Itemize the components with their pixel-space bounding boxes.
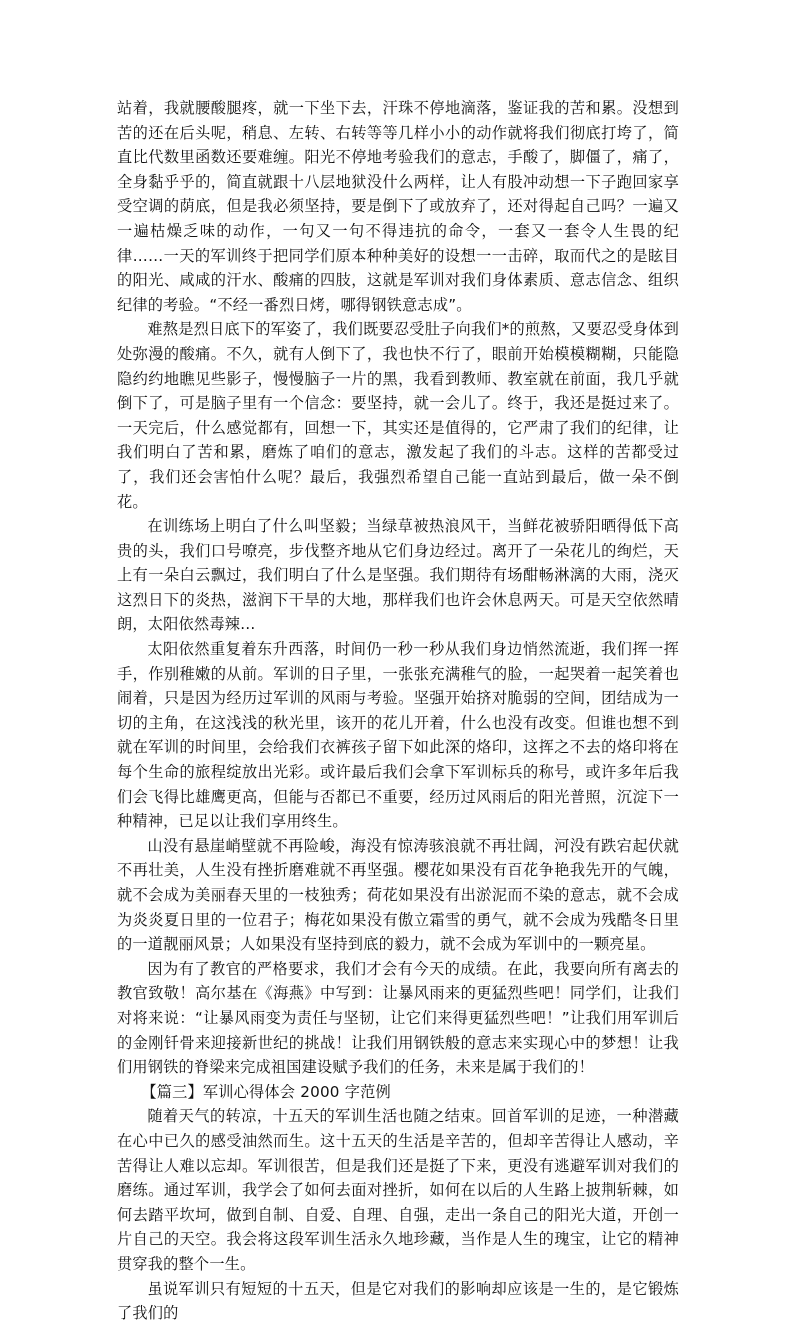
paragraph: 在训练场上明白了什么叫坚毅；当绿草被热浪风干，当鲜花被骄阳晒得低下高贵的头，我们口号嘹亮，步伐整齐地从它们身边经过。离开了一朵花儿的绚烂，天上有一朵白云飘过，我们明白了什么是坚强。我们期待有场酣畅淋漓的大雨，浇灭这烈日下的炎热，滋润下干旱的大地，那样我们也许会休息两天。可是天空依然晴朗，太阳依然毒辣… [117, 517, 679, 634]
paragraph: 因为有了教官的严格要求，我们才会有今天的成绩。在此，我要向所有离去的教官致敬！高尔基在《海燕》中写到：让暴风雨来的更猛烈些吧！同学们，让我们对将来说：“让暴风雨变为责任与坚韧，让它们来得更猛烈些吧！”让我们用军训后的金刚钎骨来迎接新世纪的挑战！让我们用钢铁般的意志来实现心中的梦想！让我们用钢铁的脊梁来完成祖国建设赋予我们的任务，未来是属于我们的！ [117, 959, 679, 1077]
paragraph: 难熬是烈日底下的军姿了，我们既要忍受肚子向我们*的煎熬，又要忍受身体到处弥漫的酸痛。不久，就有人倒下了，我也快不行了，眼前开始模模糊糊，只能隐隐约约地瞧见些影子，慢慢脑子一片的黑，我看到教师、教室就在前面，我几乎就倒下了，可是脑子里有一个信念：要坚持，就一会儿了。终于，我还是挺过来了。一天完后，什么感觉都有，回想一下，其实还是值得的，它严肃了我们的纪律，让我们明白了苦和累，磨炼了咱们的意志，激发起了我们的斗志。这样的苦都受过了，我们还会害怕什么呢？最后，我强烈希望自己能一直站到最后，做一朵不倒花。 [117, 320, 679, 511]
paragraph: 山没有悬崖峭壁就不再险峻，海没有惊涛骇浪就不再壮阔，河没有跌宕起伏就不再壮美，人生没有挫折磨难就不再坚强。樱花如果没有百花争艳我先开的气魄，就不会成为美丽春天里的一枝独秀；荷花如果没有出淤泥而不染的意志，就不会成为炎炎夏日里的一位君子；梅花如果没有傲立霜雪的勇气，就不会成为残酷冬日里的一道靓丽风景；人如果没有坚持到底的毅力，就不会成为军训中的一颗亮星。 [117, 836, 679, 954]
paragraph: 随着天气的转凉，十五天的军训生活也随之结束。回首军训的足迹，一种潜藏在心中已久的感受油然而生。这十五天的生活是辛苦的，但却辛苦得让人感动，辛苦得让人难以忘却。军训很苦，但是我们还是挺了下来，更没有逃避军训对我们的磨练。通过军训，我学会了如何去面对挫折，如何在以后的人生路上披荆斩棘，如何去踏平坎坷，做到自制、自爱、自理、自强，走出一条自己的阳光大道，开创一片自己的天空。我会将这段军训生活永久地珍藏，当作是人生的瑰宝，让它的精神贯穿我的整个一生。 [117, 1107, 679, 1273]
document-body [117, 96, 679, 1326]
paragraph-continuation: 站着，我就腰酸腿疼，就一下坐下去，汗珠不停地滴落，鉴证我的苦和累。没想到苦的还在后头呢，稍息、左转、右转等等几样小小的动作就将我们彻底打垮了，简直比代数里函数还要难缠。阳光不停地考验我们的意志，手酸了，脚僵了，痛了，全身黏乎乎的，简直就跟十八层地狱没什么两样，让人有股冲动想一下子跑回家享受空调的荫底，但是我必须坚持，要是倒下了或放弃了，还对得起自己吗？一遍又一遍枯燥乏味的动作，一句又一句不得违抗的命令，一套又一套令人生畏的纪律……一天的军训终于把同学们原本种种美好的设想一一击碎，取而代之的是眩目的阳光、咸咸的汗水、酸痛的四肢，这就是军训对我们身体素质、意志信念、组织纪律的考验。“不经一番烈日烤，哪得钢铁意志成”。 [117, 99, 679, 314]
section-heading: 【篇三】军训心得体会 2000 字范例 [141, 1082, 391, 1101]
paragraph: 太阳依然重复着东升西落，时间仍一秒一秒从我们身边悄然流逝，我们挥一挥手，作别稚嫩的从前。军训的日子里，一张张充满稚气的脸，一起哭着一起笑着也闹着，只是因为经历过军训的风雨与考验。坚强开始挤对脆弱的空间，团结成为一切的主角，在这浅浅的秋光里，该开的花儿开着，什么也没有改变。但谁也想不到就在军训的时间里，会给我们衣裤孩子留下如此深的烙印，这挥之不去的烙印将在每个生命的旅程绽放出光彩。或许最后我们会拿下军训标兵的称号，或许多年后我们会飞得比雄鹰更高，但能与否都已不重要，经历过风雨后的阳光普照，沉淀下一种精神，已足以让我们享用终生。 [117, 640, 679, 831]
paragraph: 虽说军训只有短短的十五天，但是它对我们的影响却应该是一生的，是它锻炼了我们的 [117, 1279, 679, 1323]
